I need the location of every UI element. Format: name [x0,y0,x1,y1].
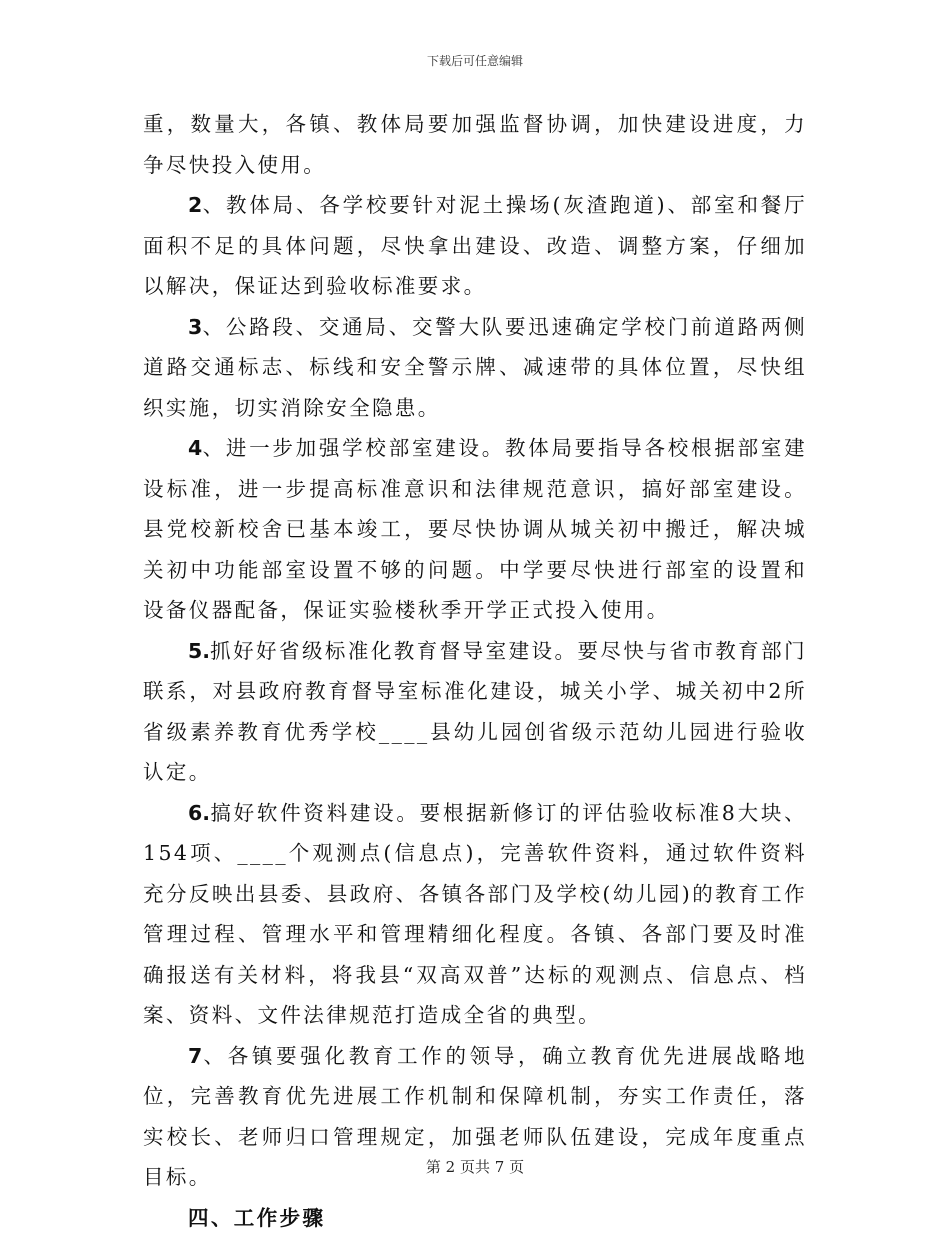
paragraph-item-3 [143,307,807,429]
item-number: 5. [188,639,210,663]
item-number: 7 [188,1044,202,1068]
paragraph-item-4 [143,428,807,631]
paragraph-item-2 [143,185,807,307]
item-number: 3 [188,315,202,339]
paragraph-item-6 [143,793,807,1036]
item-number: 2 [188,193,202,217]
item-number: 6. [188,801,210,825]
item-number: 4 [188,436,202,460]
paragraph-item-5 [143,631,807,793]
paragraph-text: 、各镇要强化教育工作的领导，确立教育优先进展战略地位，完善教育优先进展工作机制和保障机制，夯实工作责任，落实校长、老师归口管理规定，加强老师队伍建设，完成年度重点目标。 [143,1044,807,1190]
section-heading: 四、工作步骤 [143,1198,807,1238]
paragraph-continuation [143,104,807,185]
page-footer: 第 2 页共 7 页 [0,1156,950,1177]
paragraph-text: 重，数量大，各镇、教体局要加强监督协调，加快建设进度，力争尽快投入使用。 [143,112,807,177]
paragraph-text: 搞好软件资料建设。要根据新修订的评估验收标准8大块、154项、____个观测点(信息点)，完善软件资料，通过软件资料充分反映出县委、县政府、各镇各部门及学校(幼儿园)的教育工作管理过程、管理水平和管理精细化程度。各镇、各部门要及时准确报送有关材料，将我县“双高双普”达标的观测点、信息点、档案、资料、文件法律规范打造成全省的典型。 [143,801,807,1028]
paragraph-text: 、进一步加强学校部室建设。教体局要指导各校根据部室建设标准，进一步提高标准意识和法律规范意识，搞好部室建设。县党校新校舍已基本竣工，要尽快协调从城关初中搬迁，解决城关初中功能部室设置不够的问题。中学要尽快进行部室的设置和设备仪器配备，保证实验楼秋季开学正式投入使用。 [143,436,807,622]
document-body [143,104,807,1238]
paragraph-text: 、教体局、各学校要针对泥土操场(灰渣跑道)、部室和餐厅面积不足的具体问题，尽快拿出建设、改造、调整方案，仔细加以解决，保证达到验收标准要求。 [143,193,807,298]
paragraph-text: 抓好好省级标准化教育督导室建设。要尽快与省市教育部门联系，对县政府教育督导室标准化建设，城关小学、城关初中2所省级素养教育优秀学校____县幼儿园创省级示范幼儿园进行验收认定。 [143,639,807,785]
paragraph-text: 、公路段、交通局、交警大队要迅速确定学校门前道路两侧道路交通标志、标线和安全警示牌、减速带的具体位置，尽快组织实施，切实消除安全隐患。 [143,315,807,420]
page-header: 下载后可任意编辑 [0,52,950,69]
